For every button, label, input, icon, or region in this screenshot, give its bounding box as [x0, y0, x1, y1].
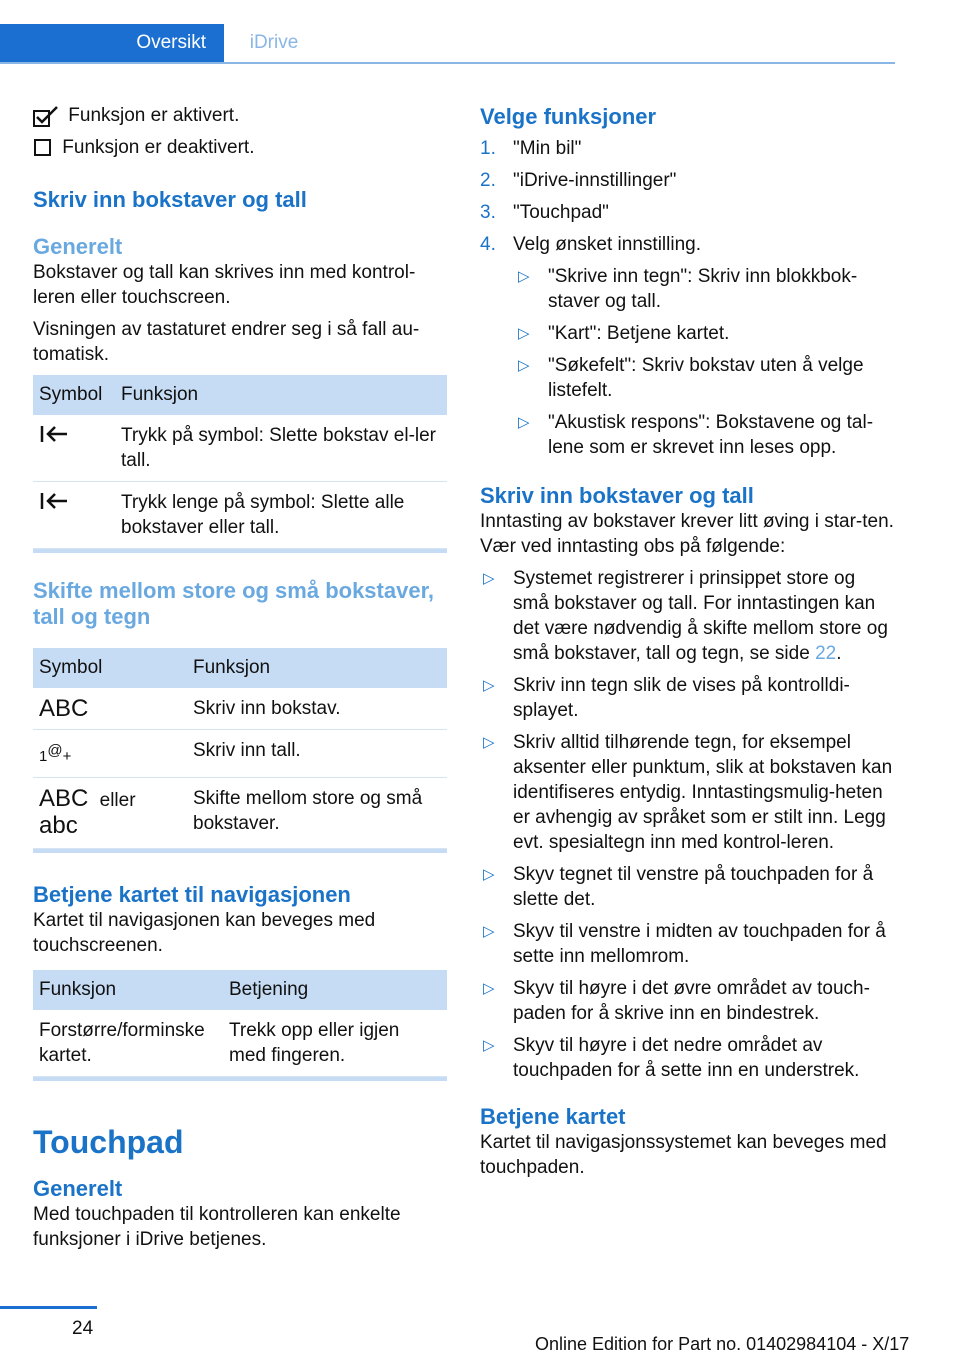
list-item [480, 232, 895, 257]
page-link[interactable]: 22 [815, 643, 837, 664]
triangle-bullet-icon: ▷ [483, 923, 495, 940]
right-column [480, 103, 895, 1180]
backspace-icon [39, 423, 69, 445]
bullet-end: . [836, 643, 842, 664]
sub-text: "Kart": Betjene kartet. [548, 323, 730, 344]
table-end-bar [33, 1077, 447, 1081]
bullet-text: Skriv alltid tilhørende tegn, for eksempel aksenter eller punktum, slik at bokstaven kan identifiseres entydig. Inntastingsmulig-heten er avhengig av språket som er stilt inn. Legg evt. spesialtegn inn med kontrol-leren. [513, 732, 893, 853]
tab-idrive[interactable]: iDrive [249, 32, 299, 53]
triangle-bullet-icon: ▷ [518, 325, 530, 342]
table-header-funksjon: Funksjon [187, 648, 447, 688]
abc-lower-icon: abc [39, 812, 78, 839]
check-off-text: Funksjon er deaktivert. [62, 137, 255, 158]
tab-oversikt[interactable] [0, 24, 224, 62]
bullet-list [480, 566, 895, 1083]
paragraph-4: Med touchpaden til kontrolleren kan enkelte funksjoner i iDrive betjenes. [33, 1204, 401, 1250]
table-cell: Skriv inn tall. [187, 730, 447, 778]
bullet-text: Skyv tegnet til venstre på touchpaden for å slette det. [513, 864, 874, 910]
edition-text: Online Edition for Part no. 01402984104 - X/17 [535, 1334, 910, 1354]
heading-generelt: Generelt [33, 234, 123, 259]
paragraph-3: Kartet til navigasjonen kan beveges med touchscreenen. [33, 910, 376, 956]
triangle-bullet-icon: ▷ [483, 980, 495, 997]
num-at: @ [47, 742, 63, 759]
table-end-bar [33, 849, 447, 853]
triangle-bullet-icon: ▷ [483, 677, 495, 694]
triangle-bullet-icon: ▷ [483, 570, 495, 587]
num-one: 1 [39, 748, 48, 765]
table-header-symbol: Symbol [33, 375, 115, 415]
bullet-text: Skyv til venstre i midten av touchpaden for å sette inn mellomrom. [513, 921, 886, 967]
table-switch [33, 648, 447, 849]
table-cell: Trykk lenge på symbol: Slette alle bokstaver eller tall. [115, 482, 447, 549]
list-item [515, 321, 895, 346]
sub-text: "Søkefelt": Skriv bokstav uten å velge listefelt. [548, 355, 864, 401]
sub-text: "Skrive inn tegn": Skriv inn blokkbok-staver og tall. [548, 266, 858, 312]
table-header-funksjon: Funksjon [115, 375, 447, 415]
step-number: 2. [480, 170, 496, 191]
table-map [33, 970, 447, 1077]
table-row [33, 730, 447, 778]
sub-text: "Akustisk respons": Bokstavene og tal-lene som er skrevet inn leses opp. [548, 412, 874, 458]
checkbox-checked-icon [33, 105, 59, 127]
footer-line [0, 1306, 97, 1309]
check-off-row [33, 132, 447, 164]
step-number: 4. [480, 234, 496, 255]
num-plus: + [62, 748, 72, 765]
bullet-text: Skriv inn tegn slik de vises på kontrolldi-splayet. [513, 675, 850, 721]
list-item [480, 919, 895, 969]
delete-cell [33, 482, 115, 549]
numbers-icon [39, 742, 72, 765]
list-item [480, 862, 895, 912]
symbol-number [33, 730, 187, 778]
step-text: Velg ønsket innstilling. [513, 234, 701, 255]
table-row [33, 482, 447, 549]
steps-list [480, 136, 895, 257]
table-header-symbol: Symbol [33, 648, 187, 688]
symbol-switch [33, 778, 187, 849]
triangle-bullet-icon: ▷ [518, 268, 530, 285]
triangle-bullet-icon: ▷ [483, 1037, 495, 1054]
abc-upper-icon: ABC [39, 785, 89, 812]
heading-generelt-2: Generelt [33, 1176, 123, 1201]
list-item [515, 353, 895, 403]
list-item [480, 200, 895, 225]
paragraph-right-1: Inntasting av bokstaver krever litt øving i star-ten. Vær ved inntasting obs på følgende: [480, 511, 894, 557]
step-text: "Min bil" [513, 138, 582, 159]
backspace-icon [39, 490, 69, 512]
table-row [33, 415, 447, 482]
paragraph-2: Visningen av tastaturet endrer seg i så fall au-tomatisk. [33, 319, 420, 365]
list-item [515, 264, 895, 314]
checkbox-empty-icon [33, 138, 53, 158]
table-row [33, 688, 447, 730]
paragraph-right-2: Kartet til navigasjonssystemet kan beveges med touchpaden. [480, 1132, 887, 1178]
abc-upper-icon: ABC [39, 695, 89, 722]
delete-cell [33, 415, 115, 482]
header-tabs [0, 24, 895, 64]
step-number: 1. [480, 138, 496, 159]
paragraph-1: Bokstaver og tall kan skrives inn med kontrol-leren eller touchscreen. [33, 262, 416, 308]
table-cell: Skriv inn bokstav. [187, 688, 447, 730]
list-item [480, 168, 895, 193]
triangle-bullet-icon: ▷ [483, 734, 495, 751]
table-row [33, 1010, 447, 1077]
table-delete [33, 375, 447, 549]
sub-list [515, 264, 895, 460]
table-row [33, 778, 447, 849]
table-cell: Trykk på symbol: Slette bokstav el-ler tall. [115, 415, 447, 482]
heading-skifte: Skifte mellom store og små bokstaver, tall og tegn [33, 578, 435, 629]
bullet-text: Systemet registrerer i prinsippet store og små bokstaver og tall. For inntastingen kan det være nødvendig å skifte mellom store og små bokstaver, tall og tegn, se side [513, 568, 888, 664]
table-cell: Skifte mellom store og små bokstaver. [187, 778, 447, 849]
left-column [33, 100, 447, 1252]
heading-betjene: Betjene kartet til navigasjonen [33, 882, 351, 907]
list-item [480, 136, 895, 161]
heading-skriv-inn-right: Skriv inn bokstaver og tall [480, 483, 754, 508]
or-text: eller [99, 790, 136, 811]
triangle-bullet-icon: ▷ [483, 866, 495, 883]
table-cell: Forstørre/forminske kartet. [33, 1010, 223, 1077]
list-item [480, 976, 895, 1026]
symbol-abc [33, 688, 187, 730]
step-text: "Touchpad" [513, 202, 609, 223]
list-item [480, 1033, 895, 1083]
step-text: "iDrive-innstillinger" [513, 170, 677, 191]
table-cell: Trekk opp eller igjen med fingeren. [223, 1010, 447, 1077]
list-item [480, 730, 895, 855]
triangle-bullet-icon: ▷ [518, 357, 530, 374]
table-header-betjening: Betjening [223, 970, 447, 1010]
list-item [480, 566, 895, 666]
check-on-row [33, 100, 447, 132]
heading-skriv-inn: Skriv inn bokstaver og tall [33, 187, 307, 212]
bullet-text: Skyv til høyre i det øvre området av touch-paden for å skrive inn en bindestrek. [513, 978, 870, 1024]
bullet-text: Skyv til høyre i det nedre området av touchpaden for å sette inn en understrek. [513, 1035, 860, 1081]
heading-touchpad: Touchpad [33, 1124, 184, 1160]
tab-oversikt-label: Oversikt [136, 32, 206, 53]
page-number: 24 [72, 1318, 94, 1339]
list-item [480, 673, 895, 723]
list-item [515, 410, 895, 460]
triangle-bullet-icon: ▷ [518, 414, 530, 431]
table-end-bar [33, 549, 447, 553]
heading-betjene-kartet: Betjene kartet [480, 1104, 626, 1129]
table-header-funksjon: Funksjon [33, 970, 223, 1010]
heading-velge: Velge funksjoner [480, 104, 657, 129]
check-on-text: Funksjon er aktivert. [68, 105, 240, 126]
step-number: 3. [480, 202, 496, 223]
